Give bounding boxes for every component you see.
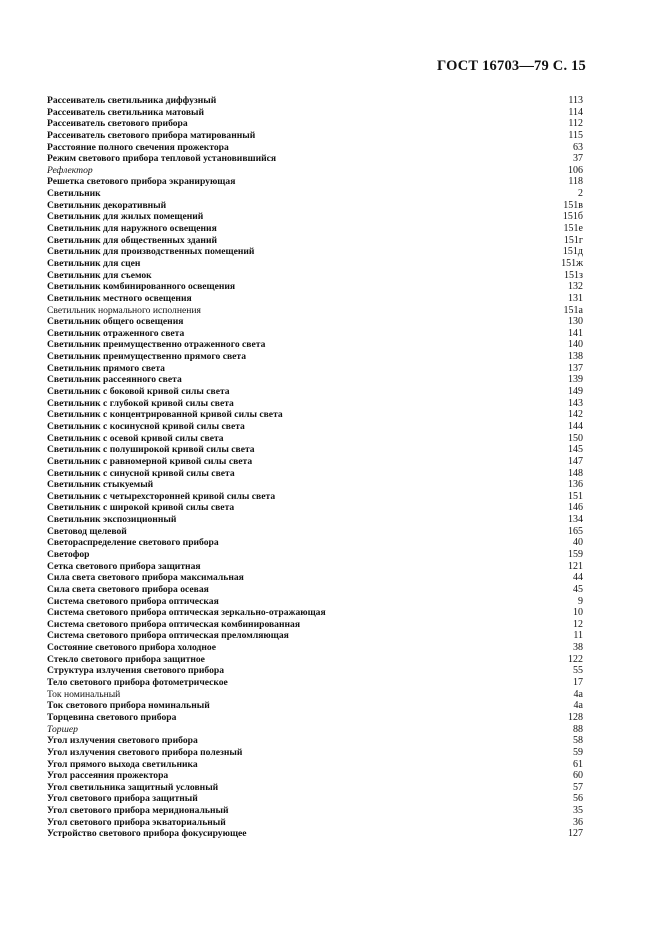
index-term: Светильник рассеянного света: [47, 374, 182, 386]
index-term-number: 9: [578, 595, 583, 607]
index-row: [47, 305, 583, 317]
index-term-number: 122: [568, 653, 583, 665]
index-row: [47, 700, 583, 712]
index-row: [47, 747, 583, 759]
index-term: Светильник экспозиционный: [47, 514, 177, 526]
index-term-number: 142: [568, 409, 583, 421]
page-header: ГОСТ 16703—79 С. 15: [437, 58, 586, 74]
index-term: Световод щелевой: [47, 525, 127, 537]
index-term-number: 134: [568, 514, 583, 526]
index-row: [47, 142, 583, 154]
index-term-number: 151в: [563, 199, 583, 211]
index-term: Тело светового прибора фотометрическое: [47, 677, 228, 689]
index-term: Светильник нормального исполнения: [47, 304, 201, 316]
index-term-number: 151г: [563, 234, 583, 246]
index-term: Светильник для наружного освещения: [47, 223, 217, 235]
index-term-number: 61: [573, 758, 583, 770]
index-term-number: 56: [573, 793, 583, 805]
index-term: Светильник местного освещения: [47, 292, 192, 304]
index-term: Угол светового прибора защитный: [47, 793, 198, 805]
index-term-number: 151е: [563, 223, 583, 235]
index-term: Угол прямого выхода светильника: [47, 758, 198, 770]
index-term-number: 112: [568, 118, 583, 130]
index-row: [47, 782, 583, 794]
index-term: Угол светильника защитный условный: [47, 781, 219, 793]
index-term-number: 149: [568, 386, 583, 398]
index-row: [47, 491, 583, 503]
index-row: [47, 654, 583, 666]
index-term: Светильник для производственных помещений: [47, 246, 255, 258]
index-row: [47, 572, 583, 584]
index-row: [47, 793, 583, 805]
index-term: Устройство светового прибора фокусирующее: [47, 828, 247, 840]
index-row: [47, 759, 583, 771]
index-term-number: 151а: [563, 304, 583, 316]
index-row: [47, 246, 583, 258]
index-term-number: 151з: [564, 269, 583, 281]
index-term-number: 130: [568, 316, 583, 328]
index-row: [47, 642, 583, 654]
index-term-number: 113: [568, 95, 583, 106]
index-term: Ток номинальный: [47, 688, 121, 700]
index-term: Светильник с косинусной кривой силы света: [47, 420, 245, 432]
index-term-number: 139: [568, 374, 583, 386]
index-term-number: 132: [568, 281, 583, 293]
index-row: [47, 735, 583, 747]
index-term-number: 131: [568, 292, 583, 304]
index-row: [47, 107, 583, 119]
index-term-number: 151д: [562, 246, 583, 258]
index-term: Состояние светового прибора холодное: [47, 642, 216, 654]
index-term-number: 115: [568, 129, 583, 141]
index-term: Светильник комбинированного освещения: [47, 281, 236, 293]
index-term-number: 150: [568, 432, 583, 444]
index-term: Светильник для общественных зданий: [47, 234, 218, 246]
index-row: [47, 130, 583, 142]
index-term-number: 138: [568, 351, 583, 363]
index-term-number: 88: [573, 723, 583, 735]
index-term: Светильник с равномерной кривой силы света: [47, 455, 253, 467]
index-row: [47, 153, 583, 165]
index-term-number: 145: [568, 444, 583, 456]
index-term-number: 118: [568, 176, 583, 188]
index-term: Светильник отраженного света: [47, 327, 185, 339]
index-term: Светильник стыкуемый: [47, 479, 154, 491]
index-row: [47, 421, 583, 433]
index-term: Светильник общего освещения: [47, 316, 184, 328]
index-term-number: 40: [573, 537, 583, 549]
index-row: [47, 374, 583, 386]
index-row: [47, 479, 583, 491]
index-row: [47, 630, 583, 642]
index-term-number: 58: [573, 735, 583, 747]
index-term-number: 4а: [573, 700, 583, 712]
index-row: [47, 398, 583, 410]
index-row: [47, 118, 583, 130]
index-row: [47, 386, 583, 398]
index-row: [47, 596, 583, 608]
index-term-number: 44: [573, 572, 583, 584]
index-term: Стекло светового прибора защитное: [47, 653, 205, 665]
index-row: [47, 339, 583, 351]
index-row: [47, 456, 583, 468]
index-term: Сила света светового прибора максимальная: [47, 572, 244, 584]
index-term: Угол излучения светового прибора полезный: [47, 746, 243, 758]
index-row: [47, 270, 583, 282]
index-row: [47, 689, 583, 701]
index-row: [47, 561, 583, 573]
index-term-number: 60: [573, 770, 583, 782]
index-row: [47, 95, 583, 107]
index-term: Торцевина светового прибора: [47, 711, 177, 723]
index-row: [47, 665, 583, 677]
index-term-number: 121: [568, 560, 583, 572]
index-row: [47, 351, 583, 363]
index-term-number: 11: [573, 630, 583, 642]
index-term: Рассеиватель светильника диффузный: [47, 95, 217, 106]
index-term: Светильник с широкой кривой силы света: [47, 502, 235, 514]
index-term-number: 106: [568, 164, 583, 176]
index-row: [47, 607, 583, 619]
index-term-number: 114: [568, 106, 583, 118]
index-row: [47, 281, 583, 293]
index-term-number: 37: [573, 153, 583, 165]
index-term-number: 35: [573, 805, 583, 817]
index-row: [47, 211, 583, 223]
index-row: [47, 712, 583, 724]
index-term: Светильник с четырехсторонней кривой силы света: [47, 490, 276, 502]
index-term: Светильник декоративный: [47, 199, 167, 211]
index-term: Светильник с боковой кривой силы света: [47, 386, 230, 398]
index-row: [47, 770, 583, 782]
index-term-number: 159: [568, 548, 583, 560]
index-term: Рассеиватель светильника матовый: [47, 106, 205, 118]
index-term: Светильник: [47, 188, 101, 200]
index-term-number: 45: [573, 583, 583, 595]
index-term-number: 17: [573, 677, 583, 689]
index-term: Структура излучения светового прибора: [47, 665, 225, 677]
index-row: [47, 433, 583, 445]
index-row: [47, 805, 583, 817]
index-term: Угол светового прибора экваториальный: [47, 816, 226, 828]
index-row: [47, 200, 583, 212]
index-term: Светильник прямого света: [47, 362, 165, 374]
term-index-list: [47, 95, 583, 840]
index-term: Светильник для жилых помещений: [47, 211, 204, 223]
index-term-number: 147: [568, 455, 583, 467]
index-row: [47, 165, 583, 177]
index-term-number: 146: [568, 502, 583, 514]
index-row: [47, 468, 583, 480]
index-term: Система светового прибора оптическая преломляющая: [47, 630, 289, 642]
index-term-number: 136: [568, 479, 583, 491]
index-term-number: 2: [578, 188, 583, 200]
index-term-number: 141: [568, 327, 583, 339]
index-term: Угол излучения светового прибора: [47, 735, 198, 747]
index-row: [47, 584, 583, 596]
index-term-number: 12: [573, 618, 583, 630]
index-row: [47, 502, 583, 514]
index-row: [47, 409, 583, 421]
index-term: Светильник с синусной кривой силы света: [47, 467, 235, 479]
index-term: Рассеиватель светового прибора: [47, 118, 188, 130]
index-term: Светильник с глубокой кривой силы света: [47, 397, 234, 409]
index-term: Светораспределение светового прибора: [47, 537, 219, 549]
index-term: Светильник с концентрированной кривой силы света: [47, 409, 283, 421]
index-term: Светильник для съемок: [47, 269, 152, 281]
index-row: [47, 526, 583, 538]
index-term: Рефлектор: [47, 164, 93, 176]
index-row: [47, 444, 583, 456]
index-term-number: 151б: [562, 211, 583, 223]
index-term-number: 63: [573, 141, 583, 153]
index-term-number: 148: [568, 467, 583, 479]
index-term-number: 143: [568, 397, 583, 409]
index-term-number: 59: [573, 746, 583, 758]
index-term-number: 128: [568, 711, 583, 723]
index-term-number: 127: [568, 828, 583, 840]
index-term-number: 36: [573, 816, 583, 828]
index-term-number: 151: [568, 490, 583, 502]
index-term-number: 4а: [573, 688, 583, 700]
index-row: [47, 363, 583, 375]
index-term: Расстояние полного свечения прожектора: [47, 141, 229, 153]
index-row: [47, 316, 583, 328]
index-term: Решетка светового прибора экранирующая: [47, 176, 236, 188]
index-term: Светильник с осевой кривой силы света: [47, 432, 224, 444]
index-row: [47, 188, 583, 200]
index-row: [47, 223, 583, 235]
index-term-number: 137: [568, 362, 583, 374]
index-row: [47, 549, 583, 561]
index-term-number: 10: [573, 607, 583, 619]
index-row: [47, 176, 583, 188]
index-row: [47, 514, 583, 526]
index-row: [47, 817, 583, 829]
index-term: Сила света светового прибора осевая: [47, 583, 209, 595]
index-term: Угол светового прибора меридиональный: [47, 805, 229, 817]
index-term: Светофор: [47, 548, 90, 560]
index-row: [47, 235, 583, 247]
index-term: Рассеиватель светового прибора матированный: [47, 129, 256, 141]
index-term: Система светового прибора оптическая комбинированная: [47, 618, 301, 630]
index-row: [47, 828, 583, 840]
index-row: [47, 328, 583, 340]
index-term: Сетка светового прибора защитная: [47, 560, 201, 572]
index-term-number: 151ж: [561, 257, 583, 269]
index-row: [47, 619, 583, 631]
index-term-number: 140: [568, 339, 583, 351]
index-term: Система светового прибора оптическая: [47, 595, 219, 607]
index-term: Торшер: [47, 723, 78, 735]
index-term: Ток светового прибора номинальный: [47, 700, 210, 712]
index-row: [47, 677, 583, 689]
index-term: Светильник с полуширокой кривой силы света: [47, 444, 255, 456]
index-term: Система светового прибора оптическая зеркально-отражающая: [47, 607, 326, 619]
index-row: [47, 258, 583, 270]
index-row: [47, 537, 583, 549]
index-term: Светильник для сцен: [47, 257, 141, 269]
index-term-number: 144: [568, 420, 583, 432]
index-row: [47, 293, 583, 305]
index-term: Светильник преимущественно отраженного света: [47, 339, 266, 351]
index-term-number: 38: [573, 642, 583, 654]
index-term-number: 165: [568, 525, 583, 537]
index-term: Светильник преимущественно прямого света: [47, 351, 247, 363]
index-term-number: 57: [573, 781, 583, 793]
index-term-number: 55: [573, 665, 583, 677]
index-term: Угол рассеяния прожектора: [47, 770, 169, 782]
index-term: Режим светового прибора тепловой установившийся: [47, 153, 277, 165]
index-row: [47, 724, 583, 736]
